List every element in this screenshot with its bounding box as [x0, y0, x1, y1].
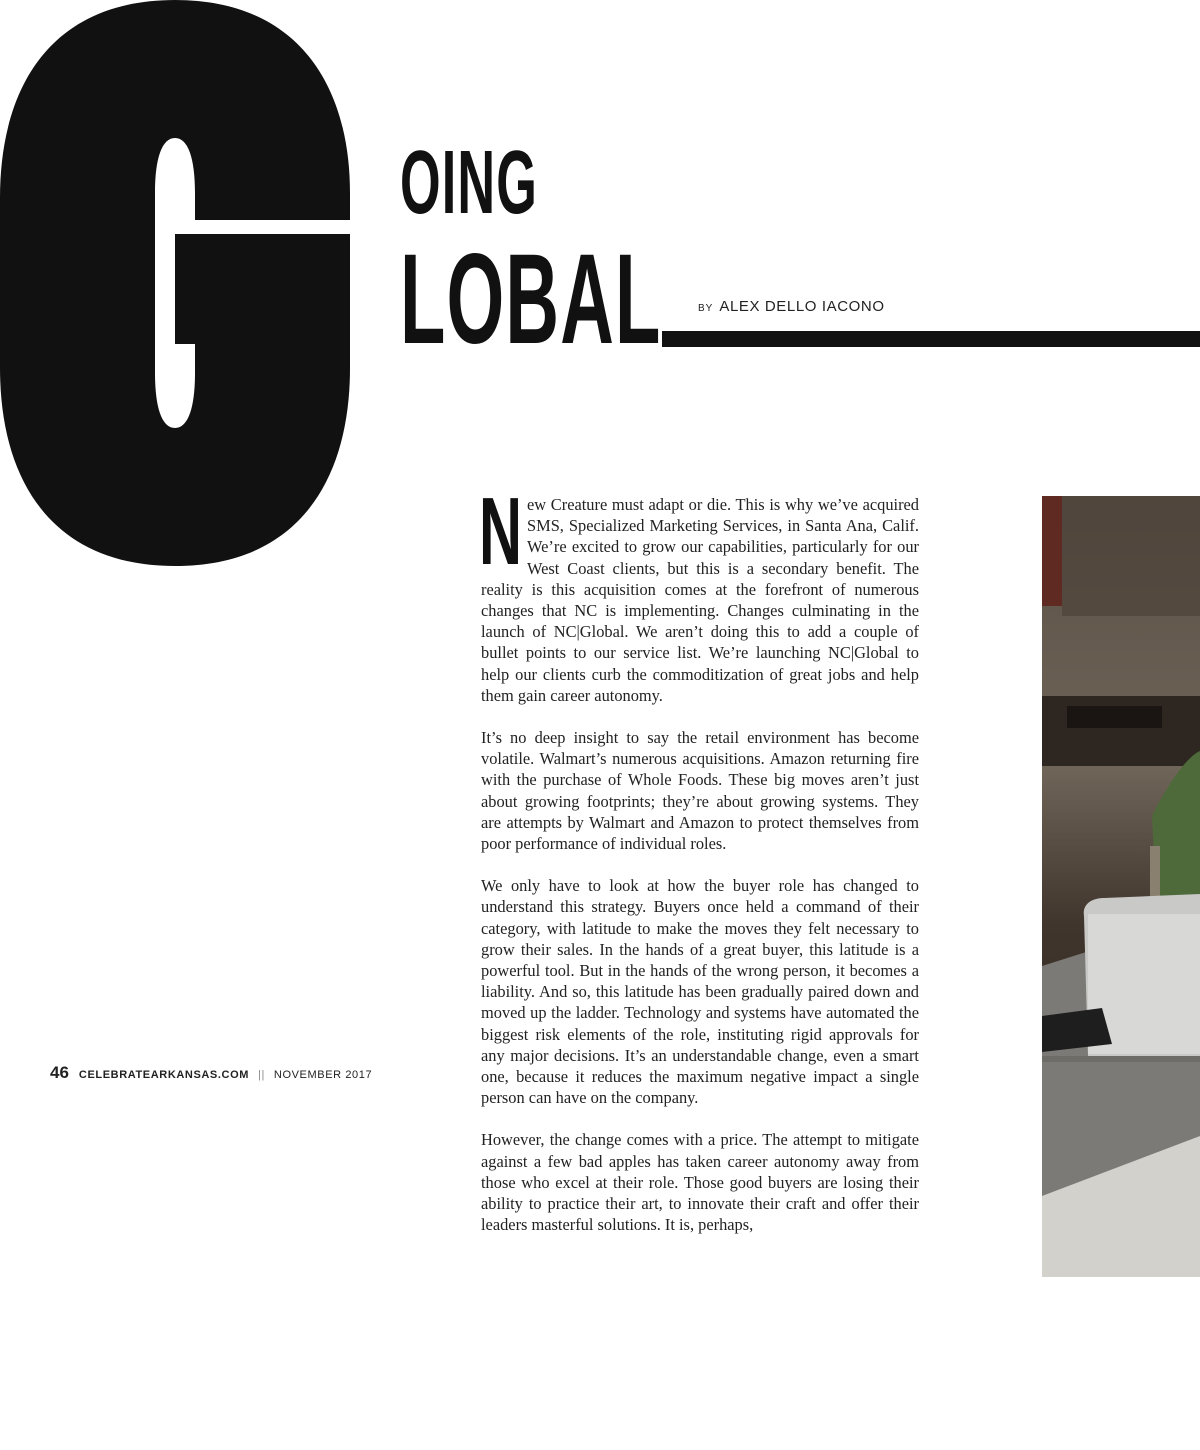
article-body [479, 478, 919, 1257]
drop-cap: N [479, 478, 522, 585]
page-footer [50, 1063, 372, 1083]
footer-separator: || [258, 1069, 265, 1081]
first-paragraph-text: ew Creature must adapt or die. This is why we’ve acquired SMS, Specialized Marketing Services, in Santa Ana, Calif. We’re excited to grow our capabilities, particularly for our West Coast clients, but this is a secondary benefit. The reality is this acquisition comes at the forefront of numerous changes that NC is implementing. Changes culminating in the launch of NC|Global. We aren’t doing this to add a couple of bullet points to our service list. We’re launching NC|Global to help our clients curb the commoditization of great jobs and help them gain career autonomy. [481, 495, 919, 705]
headline-rule [662, 331, 1200, 347]
article-paragraph: We only have to look at how the buyer role has changed to understand this strategy. Buyers once held a command of their category, with latitude to make the moves they felt necessary to grow their sales. In the hands of a great buyer, this latitude is a powerful tool. But in the hands of the wrong person, it becomes a liability. And so, this latitude has been gradually paired down and moved up the ladder. Technology and systems have automated the biggest risk elements of the role, instituting rigid approvals for any major decisions. It’s an understandable change, even a smart one, because it reduces the maximum negative impact a single person can have on the company. [481, 876, 919, 1108]
article-paragraph: However, the change comes with a price. The attempt to mitigate against a few bad apples has taken career autonomy away from those who excel at their role. Those good buyers are losing their ability to practice their art, to innovate their craft and offer their leaders masterful solutions. It is, perhaps, [481, 1130, 919, 1235]
headline-line-oing: OING [400, 133, 539, 233]
footer-issue: NOVEMBER 2017 [273, 1069, 373, 1081]
article-paragraph: It’s no deep insight to say the retail environment has become volatile. Walmart’s numerous acquisitions. Amazon returning fire with the purchase of Whole Foods. These big moves aren’t just about growing footprints; they’re about growing systems. They are attempts by Walmart and Amazon to protect themselves from poor performance of individual roles. [481, 728, 919, 854]
headline-initial-g [0, 0, 390, 568]
article-paragraph [479, 478, 919, 706]
byline-prefix: BY [698, 303, 714, 314]
footer-site: CELEBRATEARKANSAS.COM [78, 1069, 249, 1081]
headline-line-lobal: LOBAL [400, 228, 662, 371]
byline-author: ALEX DELLO IACONO [719, 298, 885, 315]
page-number: 46 [50, 1063, 69, 1082]
office-meeting-photo [1042, 496, 1200, 1277]
byline [698, 298, 885, 315]
